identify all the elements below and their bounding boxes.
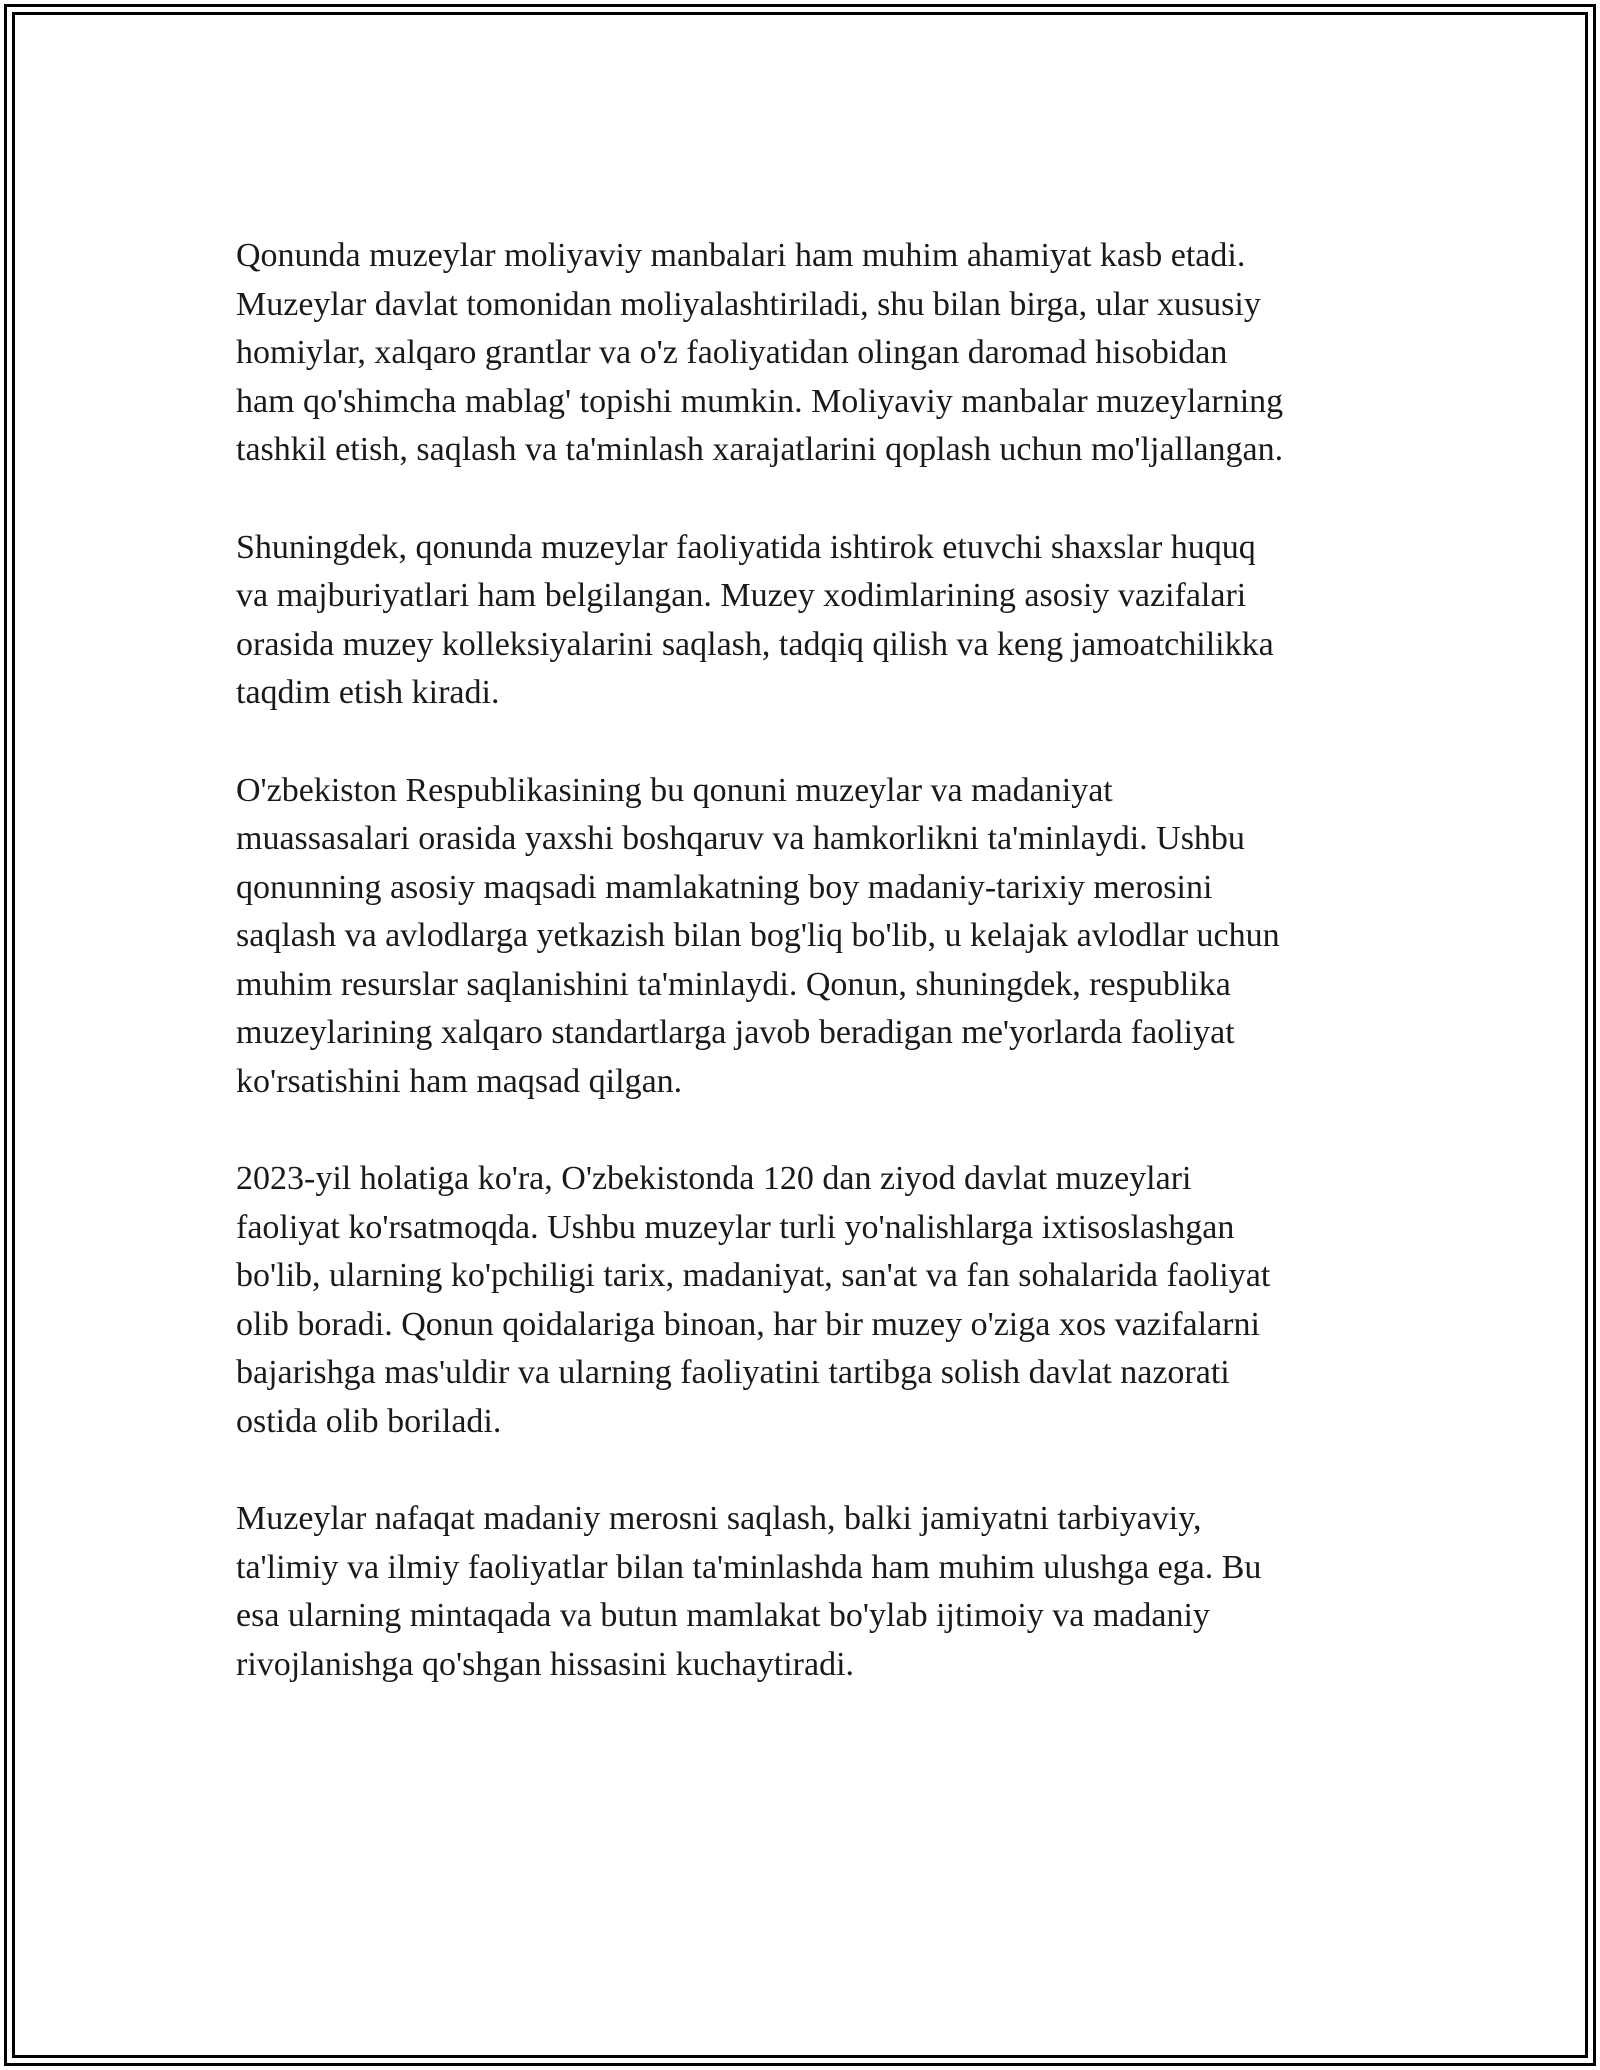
text-line: O'zbekiston Respublikasining bu qonuni muzeylar va madaniyat: [236, 771, 1113, 809]
text-line: bo'lib, ularning ko'pchiligi tarix, madaniyat, san'at va fan sohalarida faoliyat: [236, 1257, 1271, 1294]
document-body: [236, 232, 1386, 1738]
text-line: rivojlanishga qo'shgan hissasini kuchaytiradi.: [236, 1645, 855, 1683]
text-line: faoliyat ko'rsatmoqda. Ushbu muzeylar turli yo'nalishlarga ixtisoslashgan: [236, 1208, 1235, 1246]
text-line: Muzeylar nafaqat madaniy merosni saqlash, balki jamiyatni tarbiyaviy,: [236, 1500, 1202, 1537]
text-line: ostida olib boriladi.: [236, 1402, 502, 1440]
text-line: Qonunda muzeylar moliyaviy manbalari ham muhim ahamiyat kasb etadi.: [236, 237, 1246, 274]
text-line: homiylar, xalqaro grantlar va o'z faoliyatidan olingan daromad hisobidan: [236, 334, 1228, 371]
text-line: Shuningdek, qonunda muzeylar faoliyatida ishtirok etuvchi shaxslar huquq: [236, 528, 1256, 566]
text-line: 2023-yil holatiga ko'ra, O'zbekistonda 120 dan ziyod davlat muzeylari: [236, 1160, 1192, 1197]
text-line: Muzeylar davlat tomonidan moliyalashtiriladi, shu bilan birga, ular xususiy: [236, 285, 1261, 323]
text-line: bajarishga mas'uldir va ularning faoliyatini tartibga solish davlat nazorati: [236, 1354, 1230, 1391]
text-line: saqlash va avlodlarga yetkazish bilan bog'liq bo'lib, u kelajak avlodlar uchun: [236, 917, 1280, 954]
text-line: qonunning asosiy maqsadi mamlakatning boy madaniy-tarixiy merosini: [236, 868, 1213, 906]
text-line: muzeylarining xalqaro standartlarga javob beradigan me'yorlarda faoliyat: [236, 1014, 1235, 1051]
text-line: taqdim etish kiradi.: [236, 674, 500, 711]
text-line: ham qo'shimcha mablag' topishi mumkin. Moliyaviy manbalar muzeylarning: [236, 382, 1284, 420]
text-line: va majburiyatlari ham belgilangan. Muzey xodimlarining asosiy vazifalari: [236, 577, 1247, 614]
text-line: tashkil etish, saqlash va ta'minlash xarajatlarini qoplash uchun mo'ljallangan.: [236, 431, 1284, 468]
paragraph-4: [236, 1155, 1386, 1446]
paragraph-1: [236, 232, 1386, 475]
paragraph-2: [236, 524, 1386, 718]
text-line: esa ularning mintaqada va butun mamlakat bo'ylab ijtimoiy va madaniy: [236, 1597, 1210, 1634]
text-line: olib boradi. Qonun qoidalariga binoan, har bir muzey o'ziga xos vazifalarni: [236, 1305, 1260, 1343]
text-line: orasida muzey kolleksiyalarini saqlash, tadqiq qilish va keng jamoatchilikka: [236, 625, 1274, 663]
paragraph-3: [236, 767, 1386, 1107]
text-line: muassasalari orasida yaxshi boshqaruv va hamkorlikni ta'minlaydi. Ushbu: [236, 820, 1245, 857]
text-line: ko'rsatishini ham maqsad qilgan.: [236, 1062, 683, 1100]
text-line: muhim resurslar saqlanishini ta'minlaydi. Qonun, shuningdek, respublika: [236, 965, 1231, 1003]
text-line: ta'limiy va ilmiy faoliyatlar bilan ta'minlashda ham muhim ulushga ega. Bu: [236, 1548, 1262, 1586]
paragraph-5: [236, 1495, 1386, 1689]
